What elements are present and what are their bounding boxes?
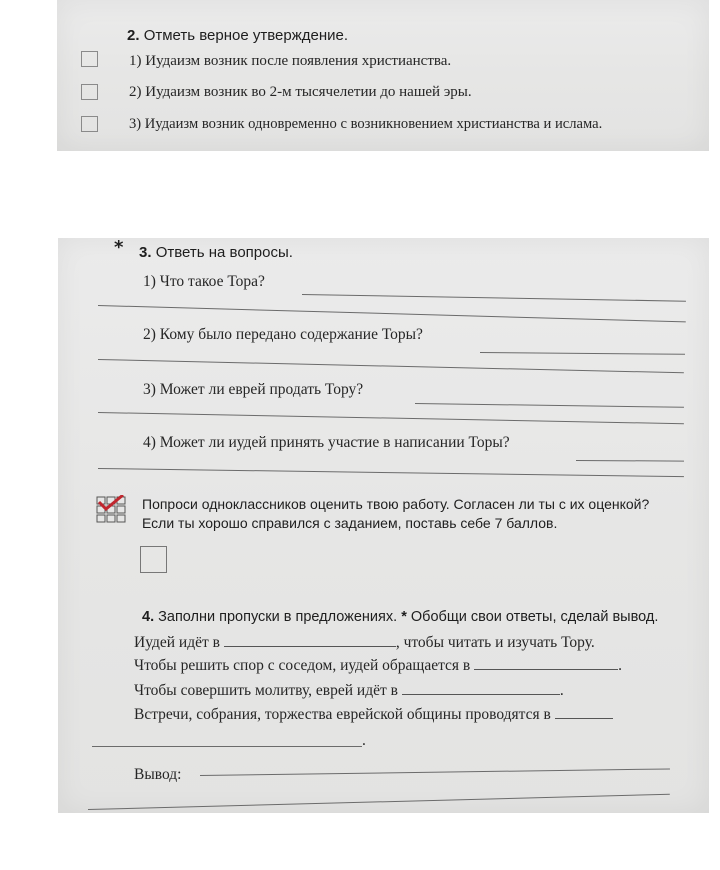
task4-sentence4: Встречи, собрания, торжества еврейской общины проводятся в xyxy=(134,706,613,724)
task2-number: 2. xyxy=(127,27,140,44)
task4-number: 4. xyxy=(142,609,155,625)
conclusion-label: Вывод: xyxy=(134,766,182,783)
task2-option1-label: 1) Иудаизм возник после появления христианства. xyxy=(129,53,452,69)
task3-question3: 3) Может ли еврей продать Тору? xyxy=(143,381,364,398)
task4-title: Заполни пропуски в предложениях. xyxy=(158,609,398,625)
peer-review-line1: Попроси одноклассников оценить твою работу. Согласен ли ты с их оценкой? xyxy=(142,496,650,512)
task4-sentence2: Чтобы решить спор с соседом, иудей обращается в . xyxy=(134,657,622,674)
task3-answer3-line-a[interactable] xyxy=(415,403,684,408)
task4-sentence1: Иудей идёт в , чтобы читать и изучать Тору. xyxy=(134,634,595,651)
task2-option3-label: 3) Иудаизм возник одновременно с возникновением христианства и ислама. xyxy=(129,116,603,132)
task2-option3-checkbox[interactable] xyxy=(81,116,98,132)
peer-review-line2: Если ты хорошо справился с заданием, поставь себе 7 баллов. xyxy=(142,515,558,531)
task4-sentence3: Чтобы совершить молитву, еврей идёт в . xyxy=(134,682,564,699)
worksheet-photo-task3-4 xyxy=(58,238,709,813)
task2-heading xyxy=(127,27,348,44)
task3-question4: 4) Может ли иудей принять участие в написании Торы? xyxy=(143,434,510,451)
task2-title: Отметь верное утверждение. xyxy=(143,27,349,44)
task4-blank4b[interactable] xyxy=(92,746,362,747)
task2-option2-label: 2) Иудаизм возник во 2-м тысячелетии до нашей эры. xyxy=(129,84,472,100)
worksheet-photo-task2 xyxy=(57,0,709,151)
task3-question2: 2) Кому было передано содержание Торы? xyxy=(143,326,423,343)
conclusion-line1[interactable] xyxy=(200,768,670,776)
task3-answer3-line-b[interactable] xyxy=(98,412,684,424)
task2-option1-checkbox[interactable] xyxy=(81,51,98,67)
task3-answer4-line-b[interactable] xyxy=(98,468,684,477)
task3-answer2-line-b[interactable] xyxy=(98,359,684,373)
task3-number: 3. xyxy=(139,244,152,261)
task3-heading xyxy=(139,244,293,261)
task4-blank3[interactable] xyxy=(402,682,560,695)
task3-answer2-line-a[interactable] xyxy=(480,352,685,355)
conclusion-line2[interactable] xyxy=(88,794,670,810)
task4-extra: Обобщи свои ответы, сделай вывод. xyxy=(410,609,659,625)
task2-option2-checkbox[interactable] xyxy=(81,84,98,100)
task4-blank4a[interactable] xyxy=(555,706,613,719)
task3-answer4-line-a[interactable] xyxy=(576,460,684,462)
self-check-icon xyxy=(96,495,126,523)
task3-answer1-line-b[interactable] xyxy=(98,305,686,322)
task4-heading xyxy=(142,609,658,625)
task3-answer1-line-a[interactable] xyxy=(302,294,686,302)
star-icon: * xyxy=(114,238,124,258)
score-box[interactable] xyxy=(140,546,167,573)
task4-blank1[interactable] xyxy=(224,634,396,647)
task4-blank2[interactable] xyxy=(474,657,618,670)
task3-title: Ответь на вопросы. xyxy=(155,244,293,261)
task3-question1: 1) Что такое Тора? xyxy=(143,273,265,290)
star-icon: * xyxy=(401,609,407,625)
task4-sentence4-end: . xyxy=(362,732,366,749)
